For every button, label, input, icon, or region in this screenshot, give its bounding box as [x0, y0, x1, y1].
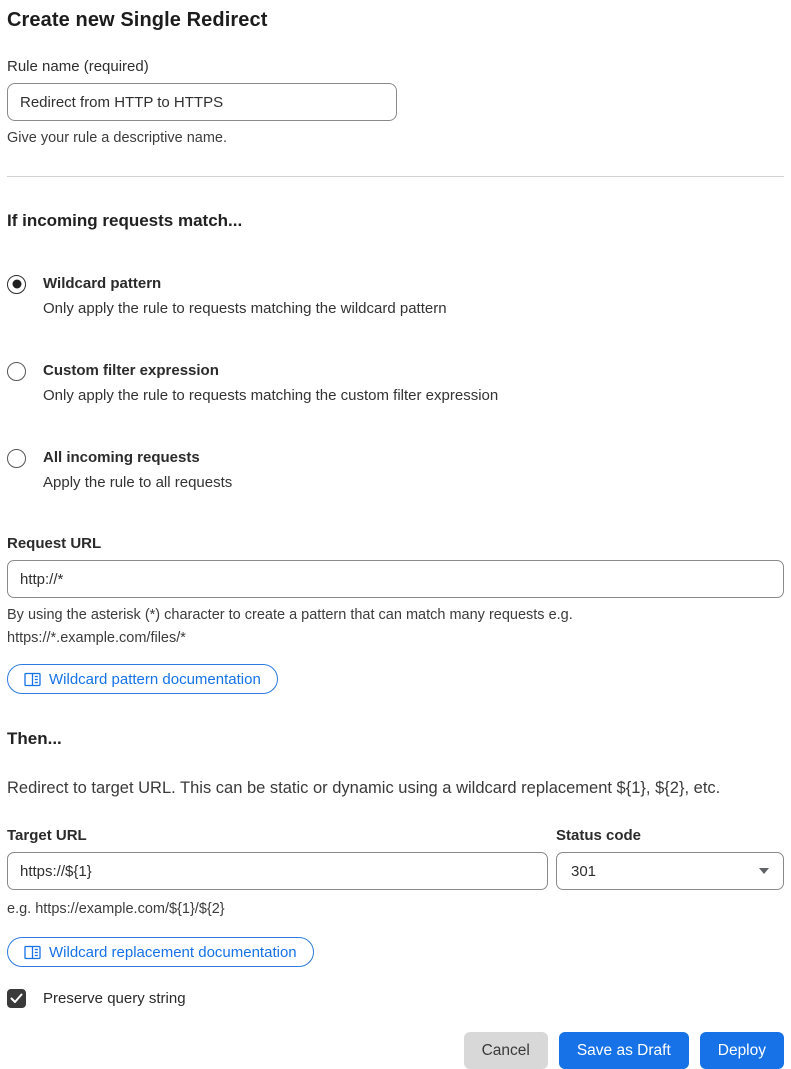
radio-description: Apply the rule to all requests — [43, 474, 233, 491]
wildcard-pattern-documentation-button[interactable] — [7, 664, 278, 694]
radio-button-wildcard-pattern[interactable] — [7, 275, 26, 294]
then-section-heading: Then... — [7, 729, 62, 748]
radio-label: Wildcard pattern — [43, 275, 162, 292]
radio-label: Custom filter expression — [43, 362, 219, 379]
checkmark-icon — [10, 993, 23, 1004]
book-icon — [24, 672, 41, 687]
book-icon — [24, 945, 41, 960]
chevron-down-icon — [759, 868, 769, 874]
wildcard-replacement-documentation-button[interactable] — [7, 937, 314, 967]
status-code-value: 301 — [571, 862, 597, 880]
target-url-help: e.g. https://example.com/${1}/${2} — [7, 901, 225, 917]
save-as-draft-button[interactable]: Save as Draft — [559, 1032, 689, 1069]
status-code-label: Status code — [556, 827, 642, 844]
radio-option-all-incoming-requests[interactable] — [7, 447, 784, 494]
rule-name-help: Give your rule a descriptive name. — [7, 130, 228, 146]
request-url-label: Request URL — [7, 535, 102, 552]
preserve-query-string-row[interactable] — [7, 989, 784, 1008]
radio-button-custom-filter-expression[interactable] — [7, 362, 26, 381]
request-url-help — [7, 604, 784, 650]
rule-name-label: Rule name (required) — [7, 58, 149, 75]
rule-name-input[interactable] — [7, 83, 397, 121]
radio-option-wildcard-pattern[interactable] — [7, 273, 784, 320]
radio-description: Only apply the rule to requests matching the custom filter expression — [43, 387, 499, 404]
status-code-select[interactable] — [556, 852, 784, 890]
radio-label: All incoming requests — [43, 449, 200, 466]
request-url-help-line2: https://*.example.com/files/* — [7, 630, 186, 646]
page-title: Create new Single Redirect — [7, 9, 268, 31]
cancel-button[interactable]: Cancel — [464, 1032, 548, 1069]
radio-button-all-incoming-requests[interactable] — [7, 449, 26, 468]
radio-option-custom-filter-expression[interactable] — [7, 360, 784, 407]
target-url-input[interactable] — [7, 852, 548, 890]
radio-description: Only apply the rule to requests matching the wildcard pattern — [43, 300, 447, 317]
preserve-query-string-checkbox[interactable] — [7, 989, 26, 1008]
match-type-radio-group — [7, 273, 784, 494]
match-section-heading: If incoming requests match... — [7, 211, 243, 230]
form-actions — [7, 1032, 784, 1069]
target-status-row — [7, 800, 784, 921]
preserve-query-string-label: Preserve query string — [43, 990, 186, 1007]
doc-button-label: Wildcard pattern documentation — [49, 670, 261, 688]
then-description: Redirect to target URL. This can be static or dynamic using a wildcard replacement ${1}, ${2}, etc. — [7, 779, 721, 797]
target-url-label: Target URL — [7, 827, 87, 844]
request-url-help-line1: By using the asterisk (*) character to create a pattern that can match many requests e.g. — [7, 607, 573, 623]
deploy-button[interactable]: Deploy — [700, 1032, 784, 1069]
section-divider — [7, 176, 784, 177]
request-url-input[interactable] — [7, 560, 784, 598]
doc-button-label: Wildcard replacement documentation — [49, 943, 297, 961]
